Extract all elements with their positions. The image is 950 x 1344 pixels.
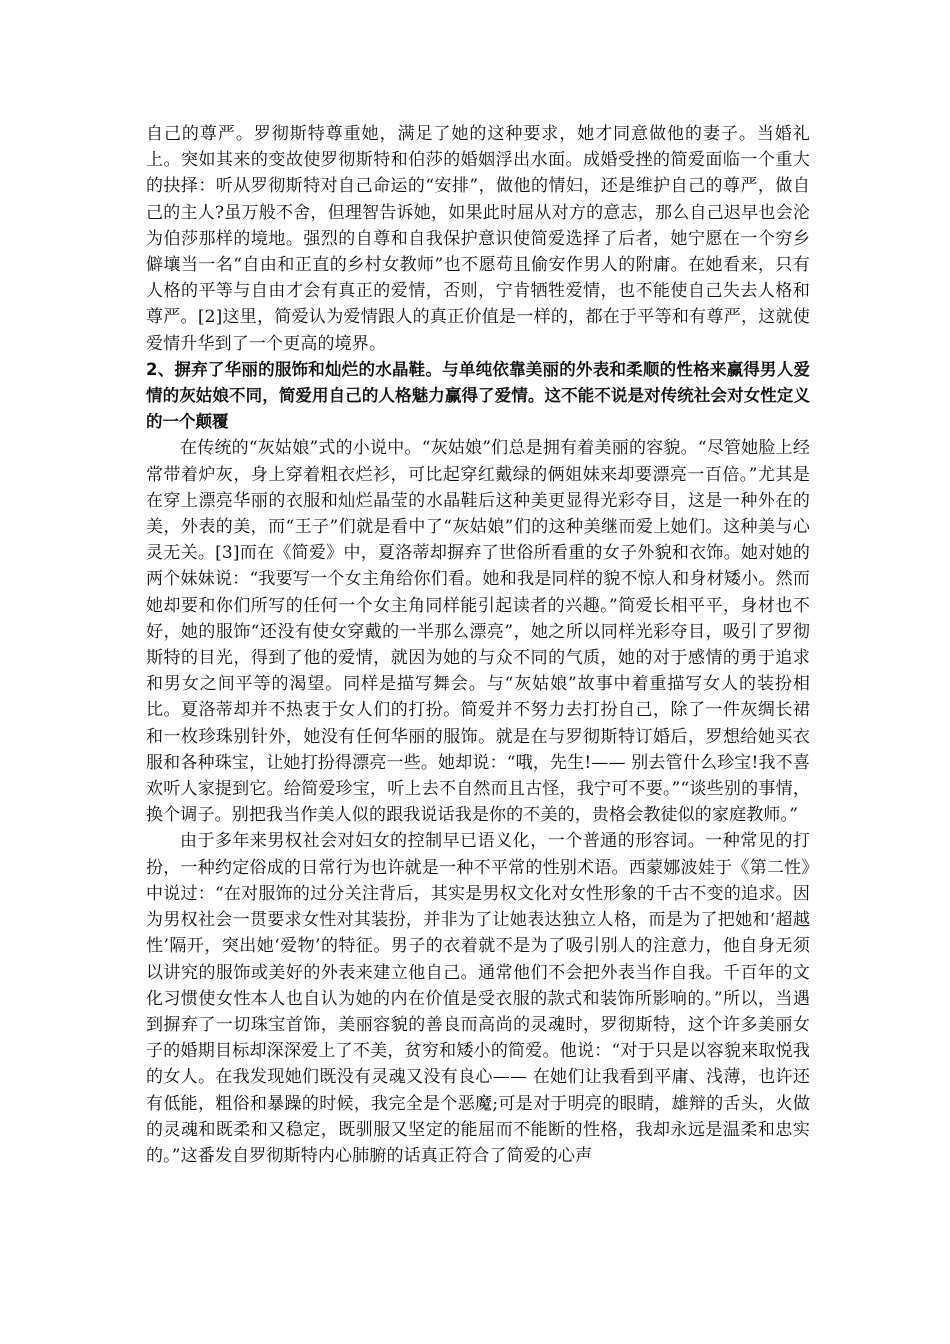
- body-paragraph-3: 由于多年来男权社会对妇女的控制早已语义化，一个普通的形容词。一种常见的打扮，一种约定俗成的日常行为也许就是一种不平常的性别术语。西蒙娜波娃于《第二性》中说过：“在对服饰的过分关注背后，其实是男权文化对女性形象的千古不变的追求。因为男权社会一贯要求女性对其装扮，并非为了让她表达独立人格，而是为了把她和‘超越性’隔开，突出她‘爱物’的特征。男子的衣着就不是为了吸引别人的注意力，他自身无须以讲究的服饰或美好的外表来建立他自己。通常他们不会把外表当作自我。千百年的文化习惯使女性本人也自认为她的内在价值是受衣服的款式和装饰所影响的。”所以，当遇到摒弃了一切珠宝首饰，美丽容貌的善良而高尚的灵魂时，罗彻斯特，这个许多美丽女子的婚期目标却深深爱上了不美，贫穷和矮小的简爱。他说：“对于只是以容貌来取悦我的女人。在我发现她们既没有灵魂又没有良心—— 在她们让我看到平庸、浅薄，也许还有低能，粗俗和暴躁的时候，我完全是个恶魔;可是对于明亮的眼睛，雄辩的舌头，火做的灵魂和既柔和又稳定，既驯服又坚定的能屈而不能断的性格，我却永远是温柔和忠实的。”这番发自罗彻斯特内心肺腑的话真正符合了简爱的心声: [146, 831, 810, 1166]
- section-heading-2: 2、摒弃了华丽的服饰和灿烂的水晶鞋。与单纯依靠美丽的外表和柔顺的性格来赢得男人爱情的灰姑娘不同，简爱用自己的人格魅力赢得了爱情。这不能不说是对传统社会对女性定义的一个颠覆: [146, 359, 810, 432]
- body-paragraph-2: 在传统的“灰姑娘”式的小说中。“灰姑娘”们总是拥有着美丽的容貌。“尽管她脸上经常带着炉灰，身上穿着粗衣烂衫，可比起穿红戴绿的俩姐妹来却要漂亮一百倍。”尤其是在穿上漂亮华丽的衣服和灿烂晶莹的水晶鞋后这种美更显得光彩夺目，这是一种外在的美，外表的美，而“王子”们就是看中了“灰姑娘”们的这种美继而爱上她们。这种美与心灵无关。[3]而在《简爱》中，夏洛蒂却摒弃了世俗所看重的女子外貌和衣饰。她对她的两个妹妹说：“我要写一个女主角给你们看。她和我是同样的貌不惊人和身材矮小。然而她却要和你们所写的任何一个女主角同样能引起读者的兴趣。”简爱长相平平，身材也不好，她的服饰“还没有使女穿戴的一半那么漂亮”，她之所以同样光彩夺目，吸引了罗彻斯特的目光，得到了他的爱情，就因为她的与众不同的气质，她的对于感情的勇于追求和男女之间平等的渴望。同样是描写舞会。与“灰姑娘”故事中着重描写女人的装扮相比。夏洛蒂却并不热衷于女人们的打扮。简爱并不努力去打扮自己，除了一件灰绸长裙和一枚珍珠别针外，她没有任何华丽的服饰。就是在与罗彻斯特订婚后，罗想给她买衣服和各种珠宝，让她打扮得漂亮一些。她却说：“哦，先生!—— 别去管什么珍宝!我不喜欢听人家提到它。给简爱珍宝，听上去不自然而且古怪，我宁可不要。”“谈些别的事情，换个调子。别把我当作美人似的跟我说话我是你的不美的，贵格会教徒似的家庭教师。”: [146, 438, 810, 826]
- body-paragraph-1: 自己的尊严。罗彻斯特尊重她，满足了她的这种要求，她才同意做他的妻子。当婚礼上。突如其来的变故使罗彻斯特和伯莎的婚姻浮出水面。成婚受挫的简爱面临一个重大的抉择：听从罗彻斯特对自己命运的“安排”，做他的情妇，还是维护自己的尊严，做自己的主人?虽万般不舍，但理智告诉她，如果此时屈从对方的意志，那么自己迟早也会沦为伯莎那样的境地。强烈的自尊和自我保护意识使简爱选择了后者，她宁愿在一个穷乡僻壤当一名“自由和正直的乡村女教师”也不愿苟且偷安作男人的附庸。在她看来，只有人格的平等与自由才会有真正的爱情，否则，宁肯牺牲爱情，也不能使自己失去人格和尊严。[2]这里，简爱认为爱情跟人的真正价值是一样的，都在于平等和有尊严，这就使爱情升华到了一个更高的境界。: [146, 124, 810, 354]
- document-page: [146, 121, 810, 1169]
